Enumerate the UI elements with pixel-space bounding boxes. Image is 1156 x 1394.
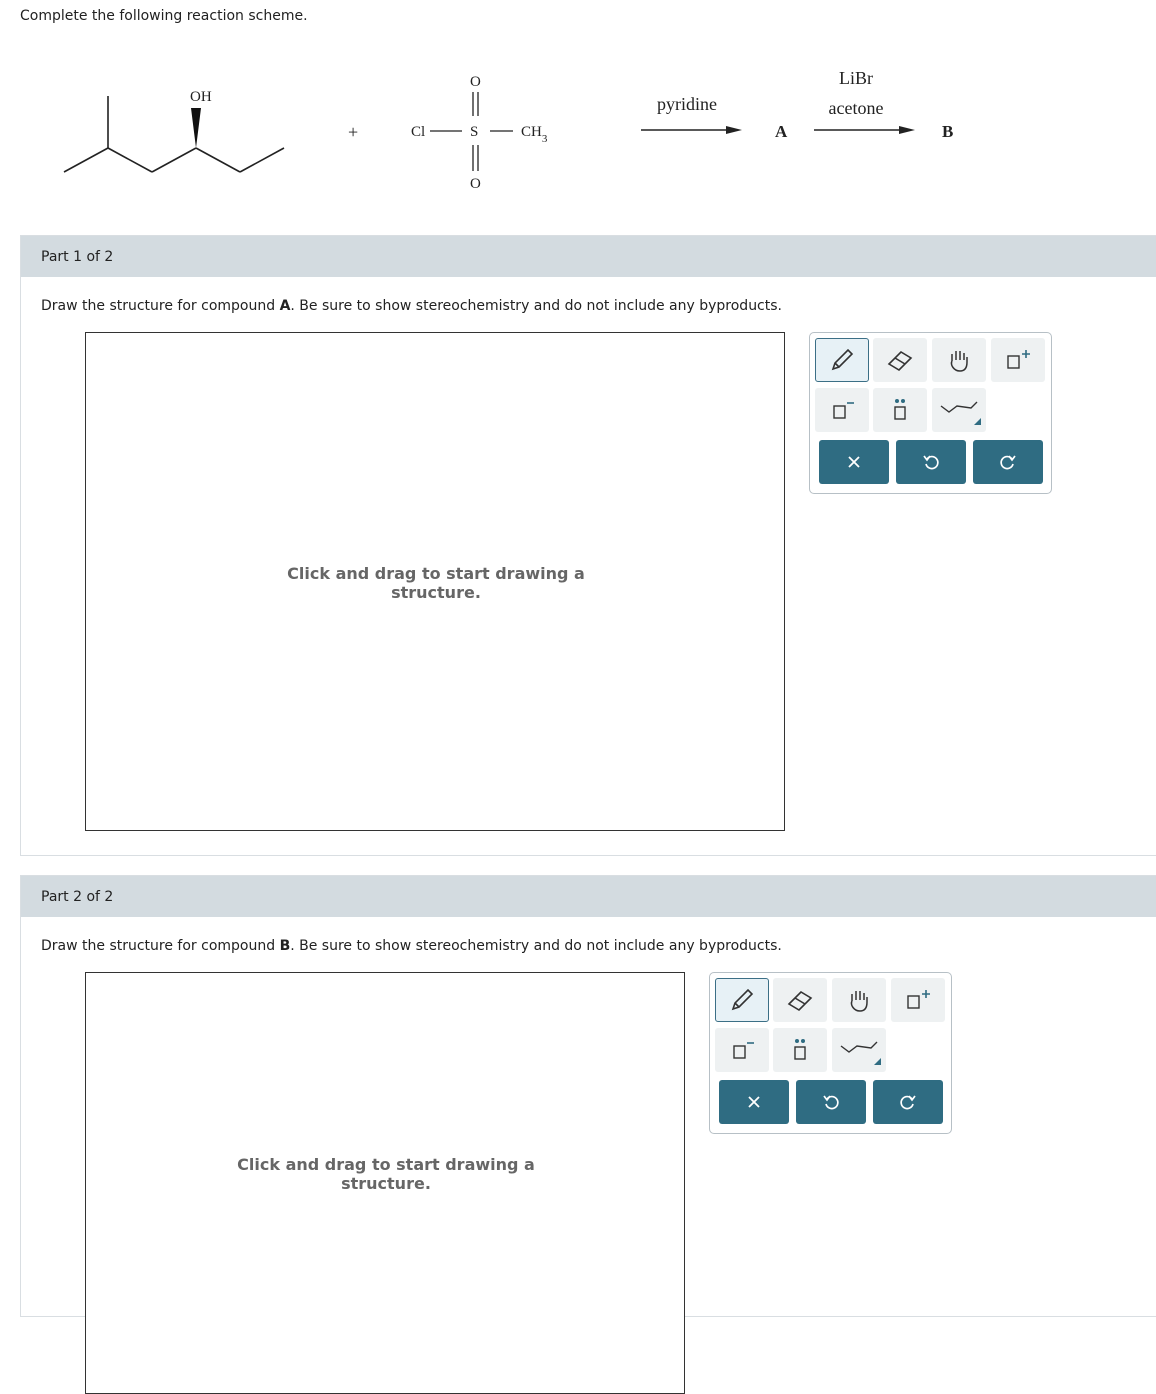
s-label: S <box>470 124 479 140</box>
clear-icon <box>746 1094 762 1110</box>
minus-charge-icon <box>828 398 856 422</box>
redo-icon <box>999 453 1017 471</box>
pencil-tool[interactable] <box>715 978 769 1022</box>
lone-pair-icon <box>786 1036 814 1064</box>
redo-button[interactable] <box>973 440 1043 484</box>
clear-button[interactable] <box>719 1080 789 1124</box>
clear-button[interactable] <box>819 440 889 484</box>
eraser-tool[interactable] <box>773 978 827 1022</box>
oxygen-top-label: O <box>470 74 481 90</box>
ring-template-tool[interactable] <box>932 388 986 432</box>
plus-charge-tool[interactable] <box>991 338 1045 382</box>
eraser-tool[interactable] <box>873 338 927 382</box>
oxygen-bottom-label: O <box>470 176 481 192</box>
product-b-label: B <box>942 122 954 141</box>
canvas-hint: Click and drag to start drawing a structure. <box>237 1155 535 1193</box>
undo-icon <box>822 1093 840 1111</box>
minus-charge-icon <box>728 1038 756 1062</box>
part-2-header <box>21 876 1156 917</box>
pencil-icon <box>828 346 856 374</box>
ch3-label: $CH_3$ <box>521 124 548 145</box>
part-1-title: Part 1 of 2 <box>41 249 114 265</box>
clear-icon <box>846 454 862 470</box>
pencil-tool[interactable] <box>815 338 869 382</box>
ring-template-icon <box>835 1032 883 1068</box>
part-2-panel <box>20 875 1156 1317</box>
hand-tool[interactable] <box>932 338 986 382</box>
plus-charge-tool[interactable] <box>891 978 945 1022</box>
toolbox-b <box>709 972 952 1134</box>
arrow-head-1 <box>726 126 742 134</box>
eraser-icon <box>785 987 815 1013</box>
part-2-instructions: Draw the structure for compound B. Be sure to show stereochemistry and do not include any byproducts. <box>41 938 782 954</box>
product-a-label: A <box>775 122 788 141</box>
undo-icon <box>922 453 940 471</box>
lone-pair-icon <box>886 396 914 424</box>
part-1-instructions: Draw the structure for compound A. Be sure to show stereochemistry and do not include any byproducts. <box>41 298 782 314</box>
minus-charge-tool[interactable] <box>715 1028 769 1072</box>
drawing-canvas-b[interactable] <box>85 972 685 1394</box>
cl-label: Cl <box>411 124 426 140</box>
reagent-pyridine: pyridine <box>657 94 717 114</box>
reagent-acetone: acetone <box>828 98 884 118</box>
lone-pair-tool[interactable] <box>873 388 927 432</box>
canvas-hint: Click and drag to start drawing a structure. <box>287 564 585 602</box>
hand-tool[interactable] <box>832 978 886 1022</box>
plus-charge-icon <box>1004 348 1032 372</box>
arrow-head-2 <box>899 126 915 134</box>
plus-sign: + <box>348 122 359 142</box>
hand-icon <box>845 986 873 1014</box>
reagent-libr: LiBr <box>839 68 873 88</box>
pencil-icon <box>728 986 756 1014</box>
ring-template-tool[interactable] <box>832 1028 886 1072</box>
toolbox-a <box>809 332 1052 494</box>
plus-charge-icon <box>904 988 932 1012</box>
alcohol-structure <box>64 96 284 172</box>
undo-button[interactable] <box>796 1080 866 1124</box>
part-1-panel <box>20 235 1156 856</box>
drawing-canvas-a[interactable] <box>85 332 785 831</box>
reaction-scheme <box>0 40 1156 220</box>
ring-template-icon <box>935 392 983 428</box>
lone-pair-tool[interactable] <box>773 1028 827 1072</box>
redo-button[interactable] <box>873 1080 943 1124</box>
oh-label: OH <box>190 89 212 105</box>
part-2-title: Part 2 of 2 <box>41 889 114 905</box>
wedge-bond <box>191 108 201 148</box>
hand-icon <box>945 346 973 374</box>
redo-icon <box>899 1093 917 1111</box>
part-1-header <box>21 236 1156 277</box>
question-prompt: Complete the following reaction scheme. <box>20 8 308 24</box>
minus-charge-tool[interactable] <box>815 388 869 432</box>
eraser-icon <box>885 347 915 373</box>
undo-button[interactable] <box>896 440 966 484</box>
